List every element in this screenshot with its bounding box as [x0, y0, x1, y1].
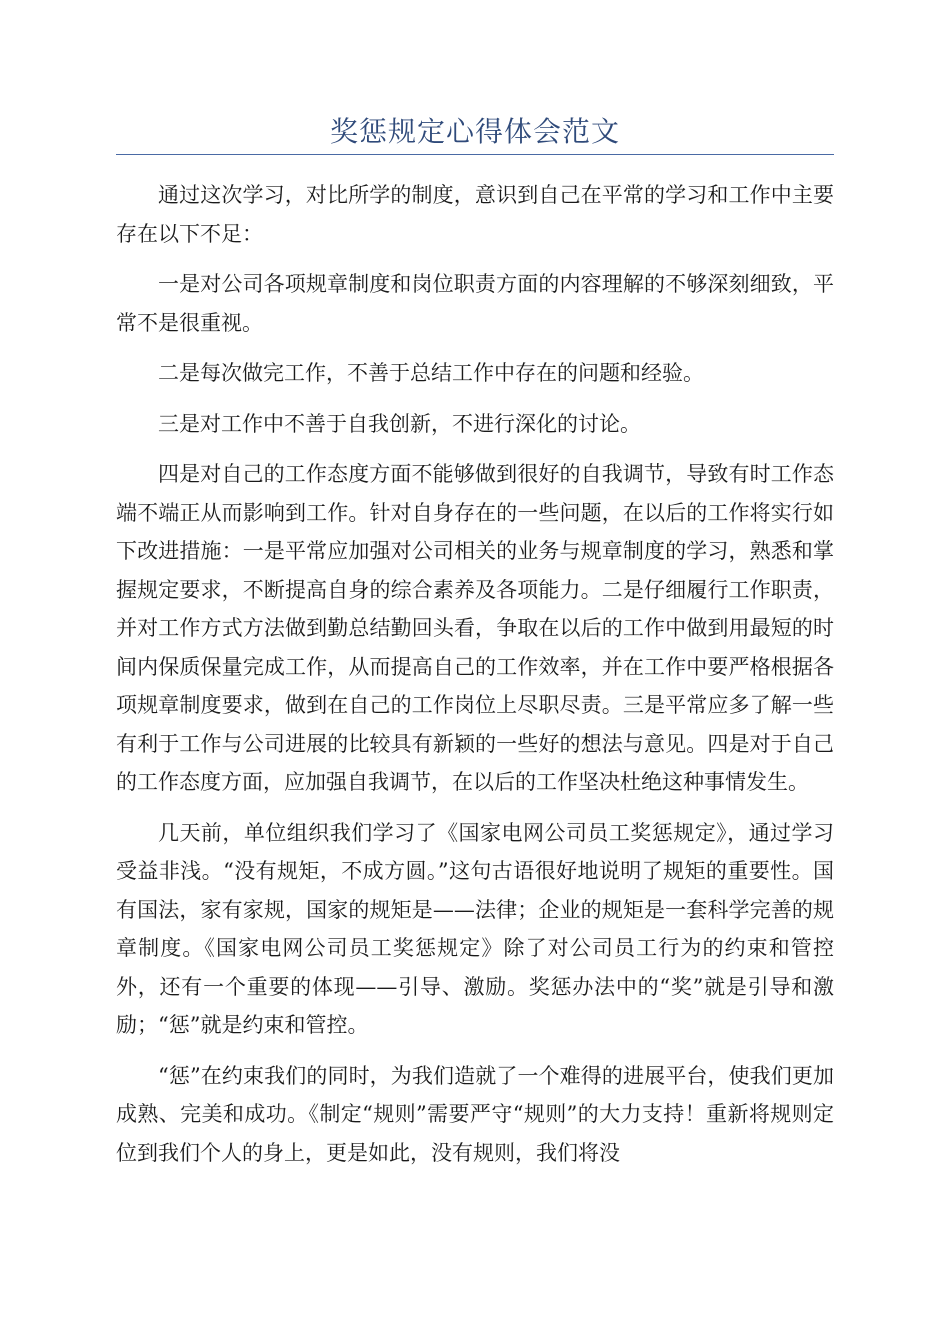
document-title: 奖惩规定心得体会范文 [329, 115, 620, 148]
paragraph-point-4: 四是对自己的工作态度方面不能够做到很好的自我调节，导致有时工作态端不端正从而影响到工作。针对自身存在的一些问题，在以后的工作将实行如下改进措施：一是平常应加强对公司相关的业务与规章制度的学习，熟悉和掌握规定要求，不断提高自身的综合素养及各项能力。二是仔细履行工作职责，并对工作方式方法做到勤总结勤回头看，争取在以后的工作中做到用最短的时间内保质保量完成工作，从而提高自己的工作效率，并在工作中要严格根据各项规章制度要求，做到在自己的工作岗位上尽职尽责。三是平常应多了解一些有利于工作与公司进展的比较具有新颖的一些好的想法与意见。四是对于自己的工作态度方面，应加强自我调节，在以后的工作坚决杜绝这种事情发生。 [116, 462, 834, 794]
paragraph-point-1: 一是对公司各项规章制度和岗位职责方面的内容理解的不够深刻细致，平常不是很重视。 [116, 272, 834, 335]
paragraph-study: 几天前，单位组织我们学习了《国家电网公司员工奖惩规定》，通过学习受益非浅。“没有规矩，不成方圆。”这句古语很好地说明了规矩的重要性。国有国法，家有家规，国家的规矩是——法律；企业的规矩是一套科学完善的规章制度。《国家电网公司员工奖惩规定》除了对公司员工行为的约束和管控外，还有一个重要的体现——引导、激励。奖惩办法中的“奖”就是引导和激励；“惩”就是约束和管控。 [116, 820, 834, 1037]
paragraph-punishment: “惩”在约束我们的同时，为我们造就了一个难得的进展平台，使我们更加成熟、完美和成功。《制定“规则”需要严守“规则”的大力支持！重新将规则定位到我们个人的身上，更是如此，没有规则，我们将没 [116, 1063, 834, 1165]
paragraph-intro: 通过这次学习，对比所学的制度，意识到自己在平常的学习和工作中主要存在以下不足： [116, 183, 834, 246]
paragraph-point-2: 二是每次做完工作，不善于总结工作中存在的问题和经验。 [158, 361, 704, 385]
title-underline [116, 154, 834, 155]
document-body [116, 176, 834, 1184]
paragraph-point-3: 三是对工作中不善于自我创新，不进行深化的讨论。 [158, 411, 641, 436]
